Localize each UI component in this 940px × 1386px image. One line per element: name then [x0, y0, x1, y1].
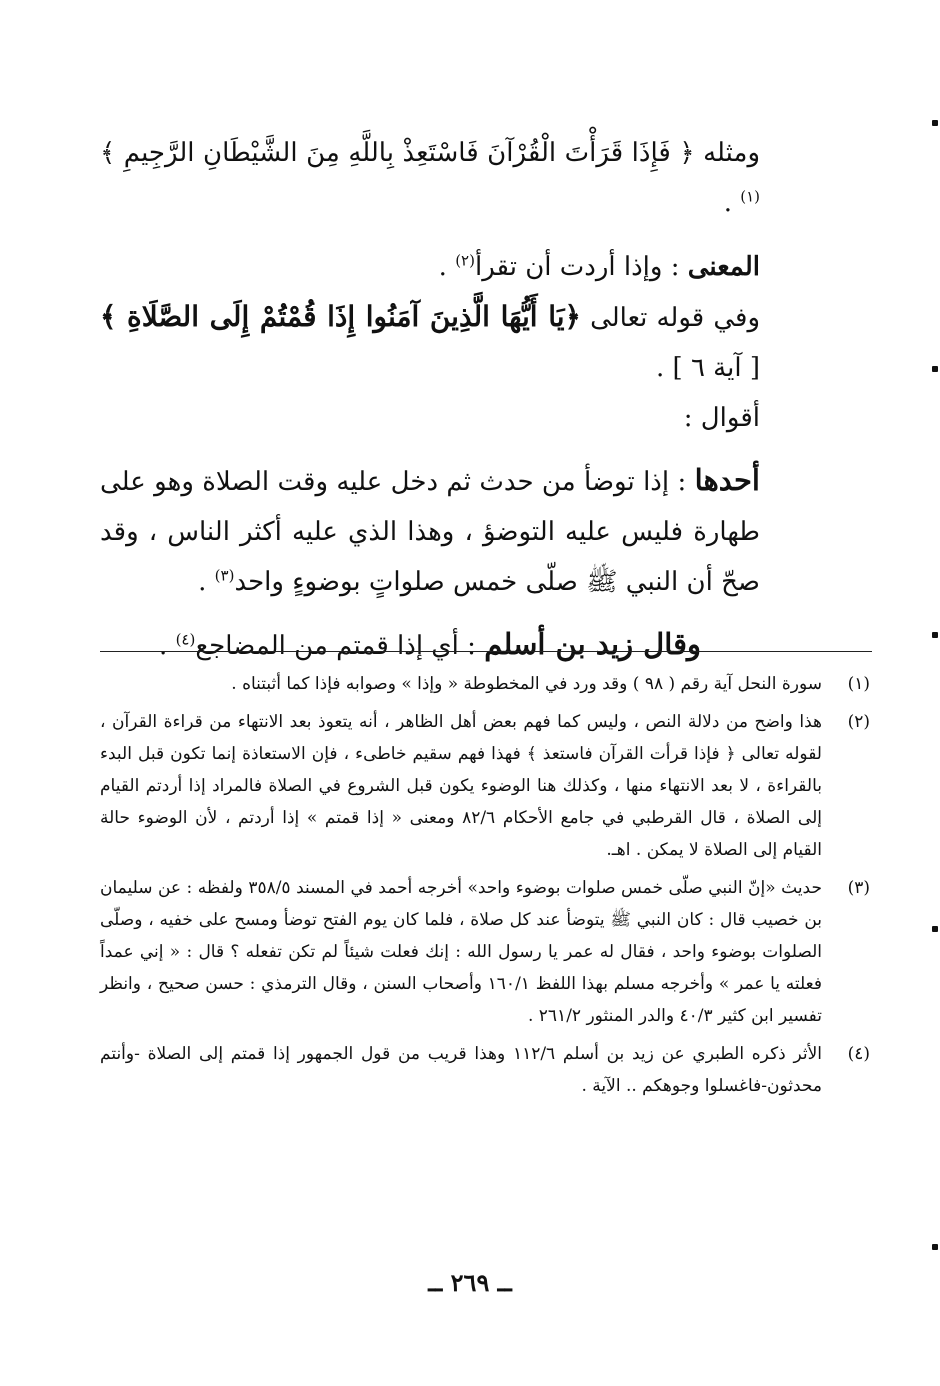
first-opinion-label: أحدها — [694, 463, 760, 497]
punctuation: . — [723, 188, 741, 218]
quran-verse-wudu: ﴿يَا أَيُّهَا الَّذِينَ آمَنُوا إِذَا قُمْتُمْ إِلَى الصَّلَاةِ ﴾ — [100, 300, 581, 333]
footnote-4 — [100, 1038, 870, 1102]
footnote-text: هذا واضح من دلالة النص ، وليس كما فهم بعض أهل الظاهر ، أنه يتعوذ بعد الانتهاء من قراءة القرآن ، لقوله تعالى ﴿ فإذا قرأت القرآن فاستعذ ﴾ فهذا فهم سقيم خاطىء ، فإن الاستعاذة إنما تكون قبل البدء بالقراءة ، لا بعد الانتهاء منها ، وكذلك هنا الوضوء يكون قبل الشروع في الصلاة فالمراد إذا أردتم القيام إلى الصلاة ، قال القرطبي في جامع الأحكام ٨٢/٦ ومعنى « إذا قمتم » إذا أردتم ، لأن الوضوء حالة القيام إلى الصلاة لا يمكن . اهـ. — [100, 712, 822, 860]
paragraph-quran-istiadha — [100, 128, 760, 228]
verse-intro: وفي قوله تعالى — [580, 303, 760, 333]
footnote-divider — [100, 651, 872, 652]
footnote-1 — [100, 668, 870, 700]
margin-mark — [932, 1244, 938, 1250]
opinions-heading: أقوال : — [683, 403, 760, 433]
footnote-text: سورة النحل آية رقم ( ٩٨ ) وقد ورد في المخطوطة « وإذا » وصوابه فإذا كما أثبتناه . — [231, 674, 822, 694]
zaid-label: وقال زيد بن أسلم — [484, 627, 701, 661]
margin-mark — [932, 632, 938, 638]
footnote-text: الأثر ذكره الطبري عن زيد بن أسلم ١١٢/٦ وهذا قريب من قول الجمهور إذا قمتم إلى الصلاة -وأنتم محدثون-فاغسلوا وجوهكم .. الآية . — [100, 1044, 822, 1096]
footnote-number: (٢) — [847, 712, 870, 732]
margin-mark — [932, 926, 938, 932]
paragraph-verse — [100, 292, 760, 393]
punctuation: . — [198, 567, 215, 597]
footnote-ref-1[interactable]: (١) — [740, 187, 760, 206]
paragraph-first-opinion — [100, 455, 760, 607]
first-opinion-text: : إذا توضأ من حدث ثم دخل عليه وقت الصلاة وهو على طهارة فليس عليه التوضؤ ، وهذا الذي عليه أكثر الناس ، وقد صحّ أن النبي ﷺ صلّى خمس صلواتٍ بوضوءٍ واحد — [100, 467, 760, 597]
footnote-2 — [100, 706, 870, 866]
footnote-text: حديث «إنّ النبي صلّى خمس صلوات بوضوء واحد» أخرجه أحمد في المسند ٣٥٨/٥ ولفظه : عن سليمان بن خصيب قال : كان النبي ﷺ يتوضأ عند كل صلاة ، فلما كان يوم الفتح توضأ ومسح على خفيه ، وصلّى الصلوات بوضوء واحد ، فقال له عمر يا رسول الله : إنك فعلت شيئاً لم تكن تفعله ؟ قال : « إني عمداً فعلته يا عمر » وأخرجه مسلم بهذا اللفظ ١٦٠/١ وأصحاب السنن ، وقال الترمذي : حسن صحيح ، وانظر تفسير ابن كثير ٤٠/٣ والدر المنثور ٢٦١/٢ . — [100, 878, 822, 1026]
footnote-number: (٣) — [847, 878, 870, 898]
footnote-3 — [100, 872, 870, 1032]
punctuation: . — [438, 252, 456, 282]
meaning-text: : وإذا أردت أن تقرأ — [474, 252, 688, 282]
verse-reference: [ آية ٦ ] . — [656, 353, 760, 383]
footnote-ref-2[interactable]: (٢) — [455, 251, 475, 270]
footnotes — [100, 668, 870, 1108]
paragraph-zaid — [100, 619, 760, 671]
meaning-label: المعنى — [687, 252, 760, 282]
footnote-number: (٤) — [847, 1044, 870, 1064]
footnote-ref-3[interactable]: (٣) — [214, 566, 235, 585]
main-text — [100, 128, 760, 671]
quran-verse-istiadha: ومثله ﴿ فَإِذَا قَرَأْتَ الْقُرْآنَ فَاسْتَعِذْ بِاللَّهِ مِنَ الشَّيْطَانِ الرَّجِيمِ ﴾ — [100, 138, 760, 168]
paragraph-meaning — [100, 242, 760, 292]
footnote-ref-4[interactable]: (٤) — [175, 630, 196, 649]
zaid-text: : أي إذا قمتم من المضاجع — [195, 631, 485, 661]
footnote-number: (١) — [847, 674, 870, 694]
punctuation: . — [159, 631, 176, 661]
margin-mark — [932, 120, 938, 126]
margin-mark — [932, 366, 938, 372]
page-number: ــ ٢٦٩ ــ — [428, 1268, 512, 1297]
